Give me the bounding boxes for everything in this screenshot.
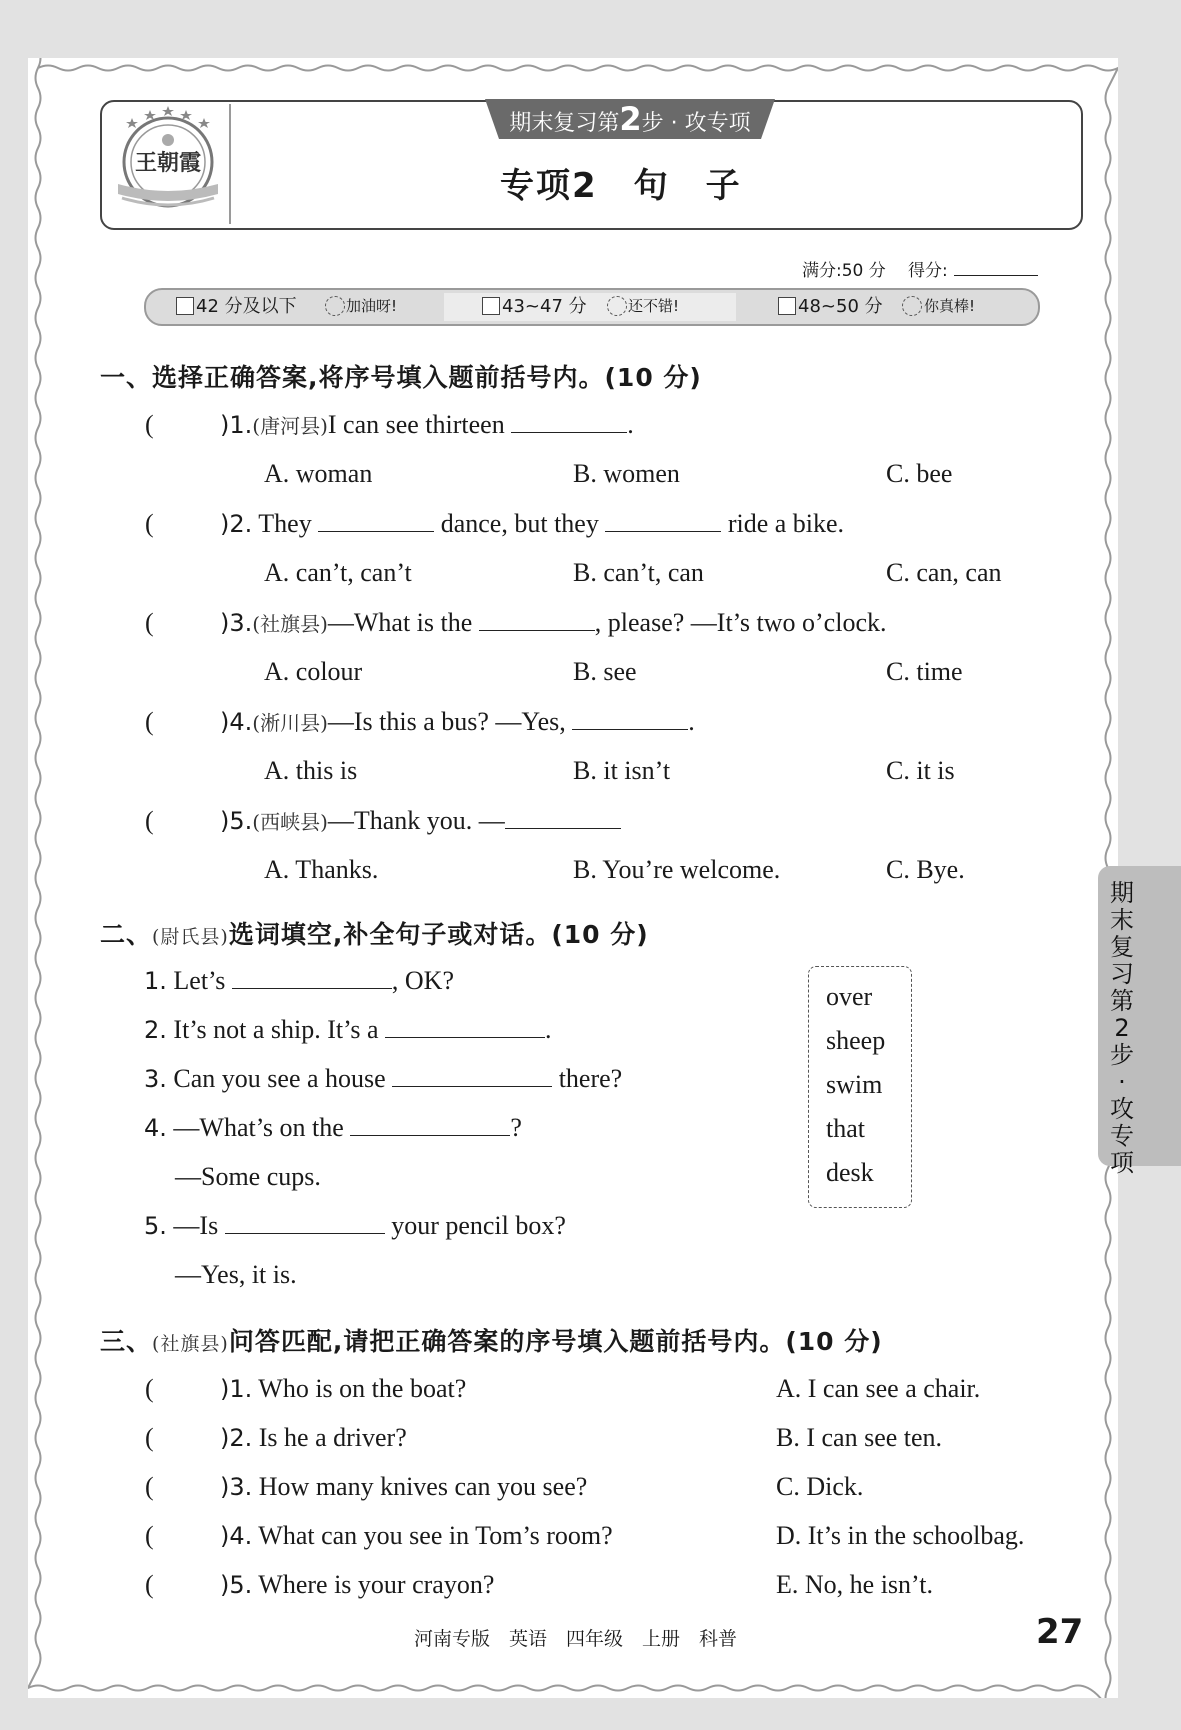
smiley-icon [607, 296, 627, 316]
match-answer-d: D. It’s in the schoolbag. [776, 1521, 1025, 1550]
grade-range-2: 43~47 分 [502, 296, 587, 317]
option-a: A. this is [264, 756, 358, 785]
grade-checkbox-3[interactable] [778, 297, 796, 315]
match-answer-a: A. I can see a chair. [776, 1374, 981, 1403]
grade-praise-3: 你真棒! [924, 297, 976, 315]
option-c: C. it is [886, 756, 955, 785]
option-a: A. Thanks. [264, 855, 379, 884]
answer-paren[interactable]: ( [145, 608, 154, 637]
section2-item-1: 1. Let’s , OK? [144, 966, 454, 995]
page-title: 专项2 句 子 [500, 166, 742, 206]
score-blank[interactable] [954, 275, 1038, 276]
section2-item-4: 4. —What’s on the ? [144, 1113, 522, 1142]
fill-blank[interactable] [318, 509, 434, 532]
answer-paren[interactable]: ( [145, 1374, 154, 1403]
fill-blank[interactable] [350, 1113, 510, 1136]
grade-praise-1: 加油呀! [346, 297, 398, 315]
section2-item-3: 3. Can you see a house there? [144, 1064, 623, 1093]
logo-text: 王朝霞 [134, 150, 202, 176]
section1-title: 一、选择正确答案,将序号填入题前括号内。(10 分) [100, 363, 702, 392]
fill-blank[interactable] [505, 806, 621, 829]
fill-blank[interactable] [232, 966, 392, 989]
fill-blank[interactable] [572, 707, 688, 730]
section2-item-5: 5. —Is your pencil box? [144, 1211, 566, 1240]
section3-question-5: )5. Where is your crayon? [220, 1570, 495, 1599]
word-bank-item: sheep [826, 1026, 886, 1055]
option-b: B. can’t, can [573, 558, 704, 587]
word-bank-item: swim [826, 1070, 883, 1099]
side-tab-text: 期末复习第2步·攻专项 [1110, 879, 1134, 1177]
fill-blank[interactable] [511, 410, 627, 433]
fill-blank[interactable] [479, 608, 595, 631]
section2-title: 二、(尉氏县)选词填空,补全句子或对话。(10 分) [100, 920, 649, 949]
answer-paren[interactable]: ( [145, 806, 154, 835]
fill-blank[interactable] [605, 509, 721, 532]
section2-item-4-reply: —Some cups. [175, 1162, 321, 1191]
word-bank-item: over [826, 982, 873, 1011]
step-banner-text: 期末复习第2步 · 攻专项 [509, 100, 751, 138]
section3-question-3: )3. How many knives can you see? [220, 1472, 588, 1501]
smiley-icon [902, 296, 922, 316]
option-b: B. You’re welcome. [573, 855, 781, 884]
answer-paren[interactable]: ( [145, 1472, 154, 1501]
match-answer-b: B. I can see ten. [776, 1423, 943, 1452]
word-bank-item: desk [826, 1158, 874, 1187]
answer-paren[interactable]: ( [145, 509, 154, 538]
option-c: C. time [886, 657, 963, 686]
fill-blank[interactable] [225, 1211, 385, 1234]
section2-item-5-reply: —Yes, it is. [175, 1260, 297, 1289]
section3-question-1: )1. Who is on the boat? [220, 1374, 467, 1403]
fill-blank[interactable] [392, 1064, 552, 1087]
answer-paren[interactable]: ( [145, 1570, 154, 1599]
answer-paren[interactable]: ( [145, 1423, 154, 1452]
footer-edition: 河南专版 英语 四年级 上册 科普 [414, 1628, 738, 1650]
word-bank-item: that [826, 1114, 865, 1143]
option-a: A. colour [264, 657, 363, 686]
section2-item-2: 2. It’s not a ship. It’s a . [144, 1015, 552, 1044]
grade-range-1: 42 分及以下 [196, 296, 297, 317]
full-score: 满分:50 分 [802, 261, 886, 281]
option-b: B. women [573, 459, 680, 488]
section3-title: 三、(社旗县)问答匹配,请把正确答案的序号填入题前括号内。(10 分) [100, 1327, 883, 1356]
answer-paren[interactable]: ( [145, 707, 154, 736]
section3-question-4: )4. What can you see in Tom’s room? [220, 1521, 613, 1550]
match-answer-c: C. Dick. [776, 1472, 864, 1501]
match-answer-e: E. No, he isn’t. [776, 1570, 933, 1599]
grade-checkbox-2[interactable] [482, 297, 500, 315]
option-c: C. bee [886, 459, 953, 488]
fill-blank[interactable] [385, 1015, 545, 1038]
grade-range-3: 48~50 分 [798, 296, 883, 317]
brand-logo [112, 106, 224, 218]
page-number: 27 [1036, 1612, 1084, 1652]
worksheet-page: 王朝霞 期末复习第2步 · 攻专项 专项2 句 子 满分:50 分 得分: 42 分及以下 加油呀! 43~47 分 还不错! 48~50 分 你真棒! 一、选择正确答案,将序号填入题前括号内。(10 分) ( )1.(唐河县)I can see thirteen . A. woman B. women C. bee ( )2. They dance, but they ride a bike. A. can’t, can’t B. can’t, can C. can, can ( )3.(社旗县)—What is the , please? —It’s two o’clock. A. colour B. see C. time ( )4.(淅川县)—Is this a bus? —Yes, . A. this is B. it isn’t C. it is ( )5.(西峡县)—Thank you. — A. Thanks. B. You’re welcome. C. Bye. 二、(尉氏县)选词填空,补全句子或对话。(10 分) 1. Let’s , OK? 2. It’s not a ship. It’s a . 3. Can you see a house there? 4. —What’s on the ? —Some cups. 5. —Is your pencil box? —Yes, it is. over sheep swim that desk 三、(社旗县)问答匹配,请把正确答案的序号填入题前括号内。(10 分) ( )1. Who is on the boat? A. I can see a chair. ( )2. Is he a driver? B. I can see ten. ( )3. How many knives can you see? C. Dick. ( )4. What can you see in Tom’s room? D. It’s in the schoolbag. ( )5. Where is your crayon? E. No, he isn’t. 期末复习第2步·攻专项 河南专版 英语 四年级 上册 科普 27 [0, 0, 1181, 1730]
option-c: C. Bye. [886, 855, 965, 884]
grade-checkbox-1[interactable] [176, 297, 194, 315]
header-divider [229, 104, 231, 224]
answer-paren[interactable]: ( [145, 410, 154, 439]
option-b: B. it isn’t [573, 756, 671, 785]
section3-question-2: )2. Is he a driver? [220, 1423, 407, 1452]
option-c: C. can, can [886, 558, 1002, 587]
smiley-icon [325, 296, 345, 316]
option-b: B. see [573, 657, 637, 686]
answer-paren[interactable]: ( [145, 1521, 154, 1550]
option-a: A. can’t, can’t [264, 558, 412, 587]
option-a: A. woman [264, 459, 373, 488]
grade-praise-2: 还不错! [628, 297, 680, 315]
score-label: 得分: [908, 261, 948, 281]
